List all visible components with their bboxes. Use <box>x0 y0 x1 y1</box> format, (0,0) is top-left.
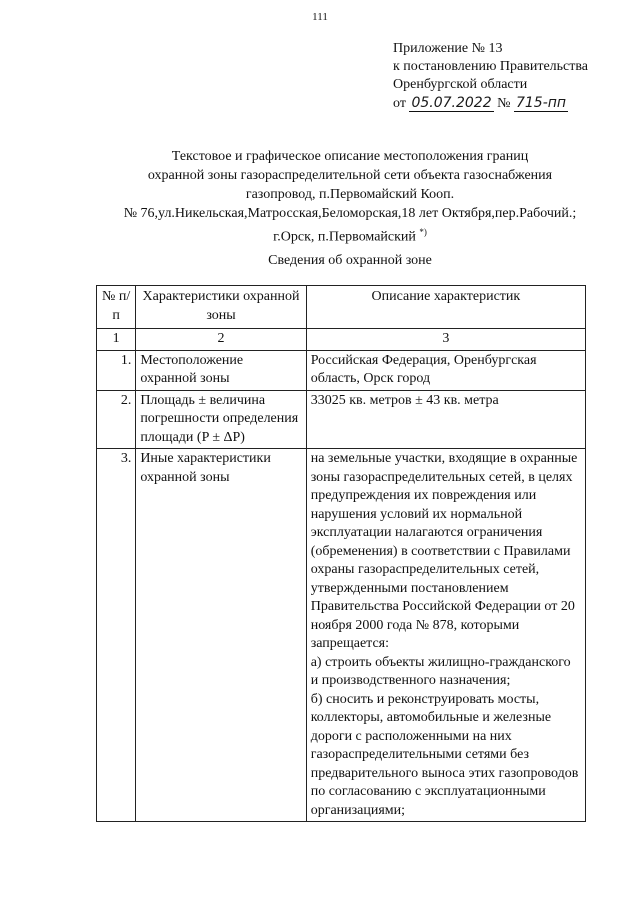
index-cell: 2 <box>136 329 306 351</box>
title-line-4: № 76,ул.Никельская,Матросская,Беломорская,18 лет Октября,пер.Рабочий.; <box>123 206 577 221</box>
description-item-a: а) строить объекты жилищно-гражданского и производственного назначения; <box>310 654 571 688</box>
description-item-b: б) сносить и реконструировать мосты, коллекторы, автомобильные и железные дороги с расположенными на них газораспределительными сетями без предварительного выноса этих газопроводов по согласованию с эксплуатационными организациями; <box>310 691 579 818</box>
row-characteristic: Местоположение охранной зоны <box>136 350 306 390</box>
index-cell: 3 <box>306 329 585 351</box>
row-characteristic: Площадь ± величина погрешности определения площади (P ± ΔP) <box>136 390 306 449</box>
appendix-line-2: к постановлению Правительства <box>393 59 589 74</box>
footnote-mark: *) <box>419 227 427 237</box>
row-number: 2. <box>97 390 136 449</box>
table-header-row <box>97 286 586 329</box>
title-line-5 <box>60 223 640 247</box>
row-description: Российская Федерация, Оренбургская область, Орск город <box>306 350 585 390</box>
appendix-date-line <box>393 94 588 113</box>
header-description: Описание характеристик <box>306 286 585 329</box>
header-number: № п/п <box>97 286 136 329</box>
index-cell: 1 <box>97 329 136 351</box>
title-line-1: Текстовое и графическое описание местоположения границ <box>171 149 529 164</box>
row-number: 3. <box>97 449 136 822</box>
page-number: 111 <box>312 11 328 23</box>
title-line-2: охранной зоны газораспределительной сети объекта газоснабжения <box>147 168 553 183</box>
handwritten-number: 715-пп <box>515 95 567 111</box>
table-index-row <box>97 329 586 351</box>
row-description <box>306 449 585 822</box>
description-paragraph: на земельные участки, входящие в охранные зоны газораспределительных сетей, в целях предупреждения их повреждения или нарушения условий их нормальной эксплуатации налагаются ограничения (обременения) в соответствии с Правилами охраны газораспределительных сетей, утвержденными постановлением Правительства Российской Федерации от 20 ноября 2000 года № 878, которыми запрещается: <box>310 451 578 651</box>
row-description: 33025 кв. метров ± 43 кв. метра <box>306 390 585 449</box>
table-row <box>97 350 586 390</box>
row-characteristic: Иные характеристики охранной зоны <box>136 449 306 822</box>
document-title <box>60 147 640 247</box>
zone-info-table <box>96 285 586 822</box>
from-label: от <box>393 96 406 111</box>
title-line-3: газопровод, п.Первомайский Кооп. <box>245 187 455 202</box>
appendix-line-1: Приложение № 13 <box>393 41 503 56</box>
number-label: № <box>497 96 511 111</box>
row-number: 1. <box>97 350 136 390</box>
table-row <box>97 449 586 822</box>
section-subtitle: Сведения об охранной зоне <box>268 253 432 268</box>
handwritten-date: 05.07.2022 <box>411 95 492 111</box>
table-row <box>97 390 586 449</box>
appendix-line-3: Оренбургской области <box>393 77 528 92</box>
title-line-5-text: г.Орск, п.Первомайский <box>273 229 416 245</box>
header-characteristic: Характеристики охранной зоны <box>136 286 306 329</box>
appendix-block <box>393 40 588 113</box>
